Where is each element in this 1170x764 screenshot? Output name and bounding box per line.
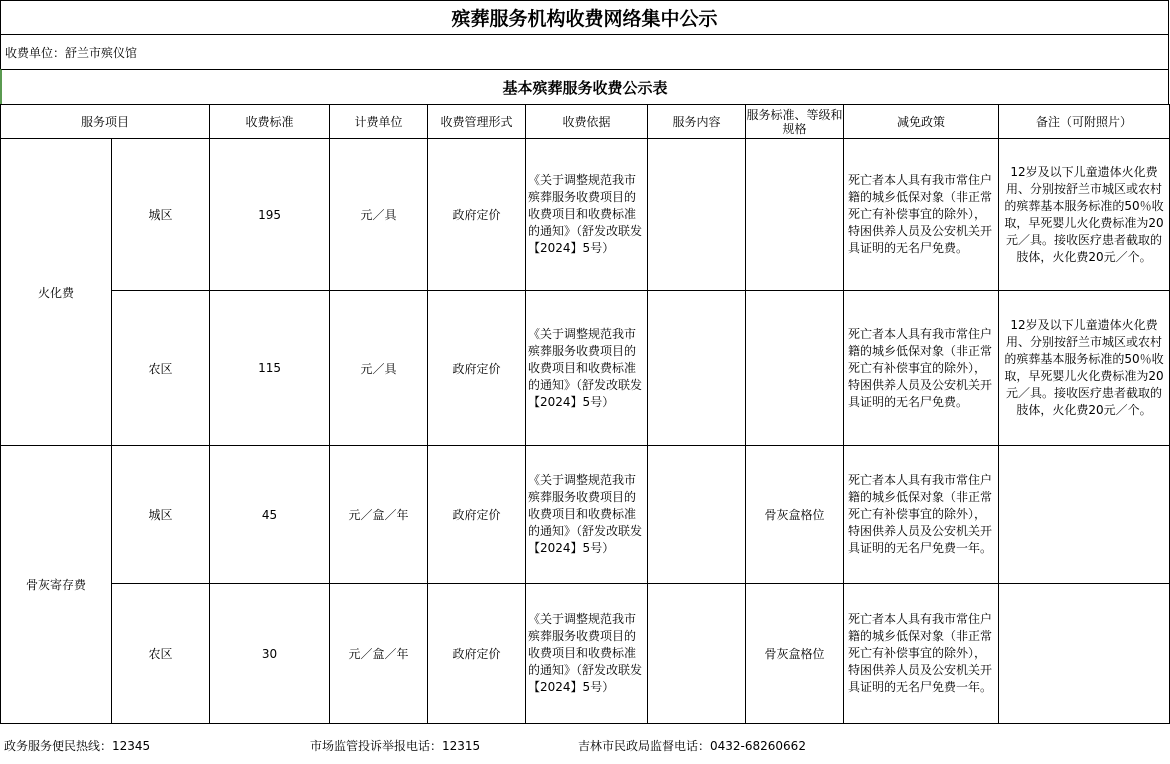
row-content	[648, 139, 746, 291]
group-name: 火化费	[1, 139, 112, 446]
row-area: 农区	[112, 291, 210, 446]
row-basis: 《关于调整规范我市殡葬服务收费项目的收费项目和收费标准的通知》（舒发改联发【2024】5号）	[526, 446, 648, 584]
row-price: 30	[210, 584, 330, 724]
footer-civil-hotline: 吉林市民政局监督电话：0432-68260662	[578, 739, 806, 753]
row-area: 农区	[112, 584, 210, 724]
row-basis: 《关于调整规范我市殡葬服务收费项目的收费项目和收费标准的通知》（舒发改联发【2024】5号）	[526, 139, 648, 291]
row-content	[648, 446, 746, 584]
row-standard: 骨灰盒格位	[746, 584, 844, 724]
row-unit: 元／盒／年	[330, 446, 428, 584]
group-name: 骨灰寄存费	[1, 446, 112, 724]
row-basis: 《关于调整规范我市殡葬服务收费项目的收费项目和收费标准的通知》（舒发改联发【2024】5号）	[526, 291, 648, 446]
table-row	[1, 584, 1170, 724]
row-unit: 元／具	[330, 139, 428, 291]
footer-market-hotline: 市场监管投诉举报电话：12315	[310, 739, 481, 753]
header-policy: 减免政策	[844, 105, 999, 139]
header-price: 收费标准	[210, 105, 330, 139]
row-policy: 死亡者本人具有我市常住户籍的城乡低保对象（非正常死亡有补偿事宜的除外），特困供养人员及公安机关开具证明的无名尸免费一年。	[844, 584, 999, 724]
row-policy: 死亡者本人具有我市常住户籍的城乡低保对象（非正常死亡有补偿事宜的除外），特困供养人员及公安机关开具证明的无名尸免费一年。	[844, 446, 999, 584]
row-remark: 12岁及以下儿童遗体火化费用、分别按舒兰市城区或农村的殡葬基本服务标准的50％收取，早死婴儿火化费标准为20元／具。接收医疗患者截取的肢体，火化费20元／个。	[999, 291, 1170, 446]
row-content	[648, 584, 746, 724]
row-standard	[746, 291, 844, 446]
row-price: 195	[210, 139, 330, 291]
row-policy: 死亡者本人具有我市常住户籍的城乡低保对象（非正常死亡有补偿事宜的除外），特困供养人员及公安机关开具证明的无名尸免费。	[844, 291, 999, 446]
table-row	[1, 139, 1170, 291]
row-price: 45	[210, 446, 330, 584]
row-mgmt: 政府定价	[428, 291, 526, 446]
header-unit: 计费单位	[330, 105, 428, 139]
row-area: 城区	[112, 139, 210, 291]
row-remark	[999, 446, 1170, 584]
row-standard	[746, 139, 844, 291]
charging-unit: 收费单位：舒兰市殡仪馆	[0, 35, 1169, 69]
fee-table	[0, 104, 1170, 724]
row-standard: 骨灰盒格位	[746, 446, 844, 584]
row-unit: 元／具	[330, 291, 428, 446]
row-unit: 元／盒／年	[330, 584, 428, 724]
row-area: 城区	[112, 446, 210, 584]
row-mgmt: 政府定价	[428, 139, 526, 291]
row-remark: 12岁及以下儿童遗体火化费用、分别按舒兰市城区或农村的殡葬基本服务标准的50％收取，早死婴儿火化费标准为20元／具。接收医疗患者截取的肢体，火化费20元／个。	[999, 139, 1170, 291]
row-mgmt: 政府定价	[428, 446, 526, 584]
footer-hotline: 政务服务便民热线：12345	[4, 739, 151, 753]
header-remark: 备注（可附照片）	[999, 105, 1170, 139]
footer	[0, 730, 1169, 758]
header-service-item: 服务项目	[1, 105, 210, 139]
row-basis: 《关于调整规范我市殡葬服务收费项目的收费项目和收费标准的通知》（舒发改联发【2024】5号）	[526, 584, 648, 724]
page-title: 殡葬服务机构收费网络集中公示	[0, 0, 1169, 35]
table-row	[1, 446, 1170, 584]
header-mgmt: 收费管理形式	[428, 105, 526, 139]
table-title: 基本殡葬服务收费公示表	[0, 69, 1169, 105]
header-standard: 服务标准、等级和规格	[746, 105, 844, 139]
row-price: 115	[210, 291, 330, 446]
table-row	[1, 291, 1170, 446]
row-policy: 死亡者本人具有我市常住户籍的城乡低保对象（非正常死亡有补偿事宜的除外），特困供养人员及公安机关开具证明的无名尸免费。	[844, 139, 999, 291]
row-content	[648, 291, 746, 446]
header-content: 服务内容	[648, 105, 746, 139]
row-remark	[999, 584, 1170, 724]
table-header-row	[1, 105, 1170, 139]
header-basis: 收费依据	[526, 105, 648, 139]
row-mgmt: 政府定价	[428, 584, 526, 724]
